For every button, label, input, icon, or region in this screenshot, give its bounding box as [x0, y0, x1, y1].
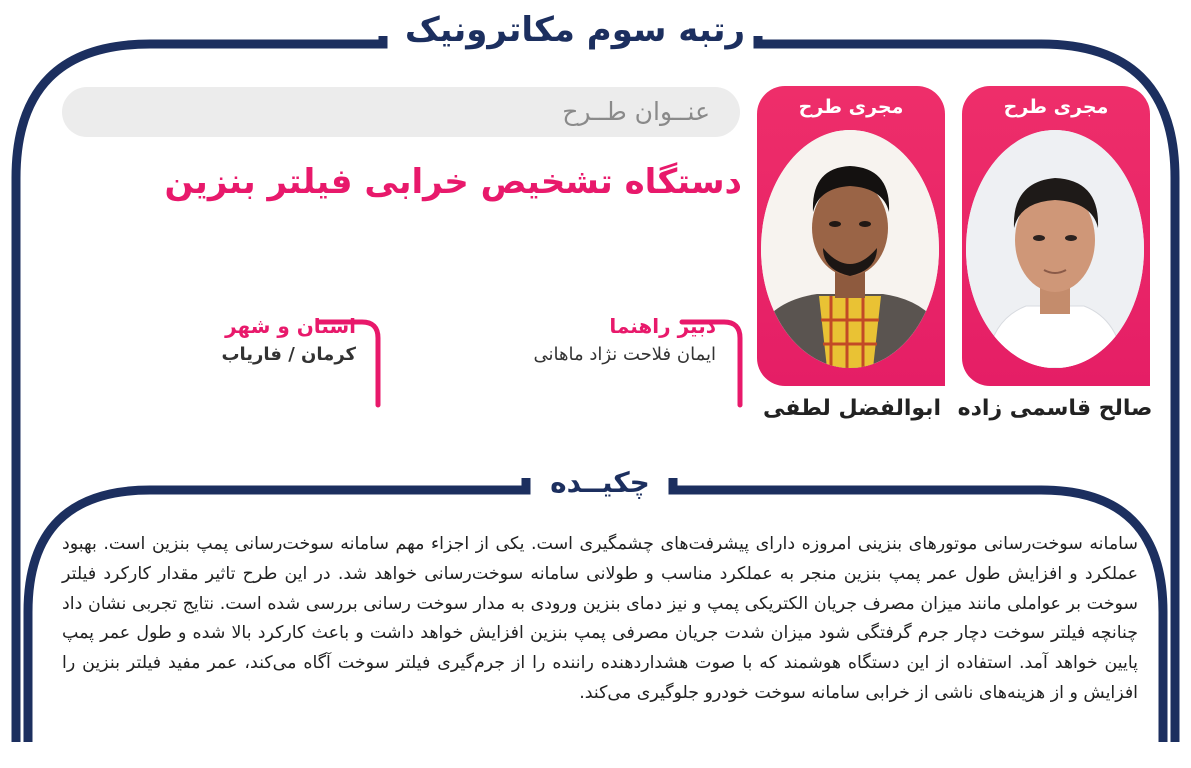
rank-title: رتبه سوم مکاترونیک — [404, 10, 746, 50]
person-portrait-icon — [966, 130, 1144, 368]
abstract-heading: چکیــده — [550, 466, 650, 499]
project-label: عنــوان طــرح — [562, 97, 710, 126]
abstract-text: سامانه سوخت‌رسانی موتورهای بنزینی امروزه دارای پیشرفت‌های چشمگیری است. یکی از اجزاء مهم سامانه سوخت‌رسانی پمپ بنزین است. بهبود عملکرد و افزایش طول عمر پمپ بنزین منجر به عملکرد مناسب و طولانی سامانه سوخت‌رسانی خواهد شد. در این طرح تاثیر مقدار کارکرد فیلتر سوخت بر عواملی مانند میزان مصرف جریان الکتریکی پمپ و نیز دمای بنزین ورودی به مدار سوخت رسانی بررسی شده است. نتایج تجربی نشان داد چنانچه فیلتر سوخت دچار جرم گرفتگی شود میزان شدت جریان مصرفی پمپ بنزین افزایش خواهد داشت و باعث کارکرد بالا شده و طول عمر پمپ پایین خواهد آمد. استفاده از این دستگاه هوشمند که با صوت هشداردهنده راننده را از جرم‌گیری فیلتر سوخت آگاه می‌کند، عمر مفید فیلتر بنزین را افزایش و از هزینه‌های ناشی از خرابی سامانه سوخت خودرو جلوگیری می‌کند. — [62, 534, 1138, 703]
advisor-info — [496, 314, 742, 406]
executor-photo-1 — [966, 130, 1144, 368]
executor-name-1: صالح قاسمی زاده — [957, 396, 1153, 421]
executor-photo-2 — [761, 130, 939, 368]
location-info — [170, 314, 382, 406]
executor-name-2: ابوالفضل لطفی — [763, 396, 941, 421]
location-heading: استان و شهر — [225, 314, 356, 338]
executor-card-2 — [757, 86, 945, 386]
executor-role-label: مجری طرح — [1003, 96, 1109, 118]
location-value: کرمان / فاریاب — [221, 344, 356, 365]
project-title: دستگاه تشخیص خرابی فیلتر بنزین — [164, 162, 742, 202]
executor-role-label: مجری طرح — [798, 96, 904, 118]
advisor-name: ایمان فلاحت نژاد ماهانی — [533, 344, 716, 365]
project-label-pill — [62, 87, 740, 137]
executor-card-1 — [962, 86, 1150, 386]
advisor-heading: دبیر راهنما — [609, 314, 716, 338]
person-portrait-icon — [761, 130, 939, 368]
